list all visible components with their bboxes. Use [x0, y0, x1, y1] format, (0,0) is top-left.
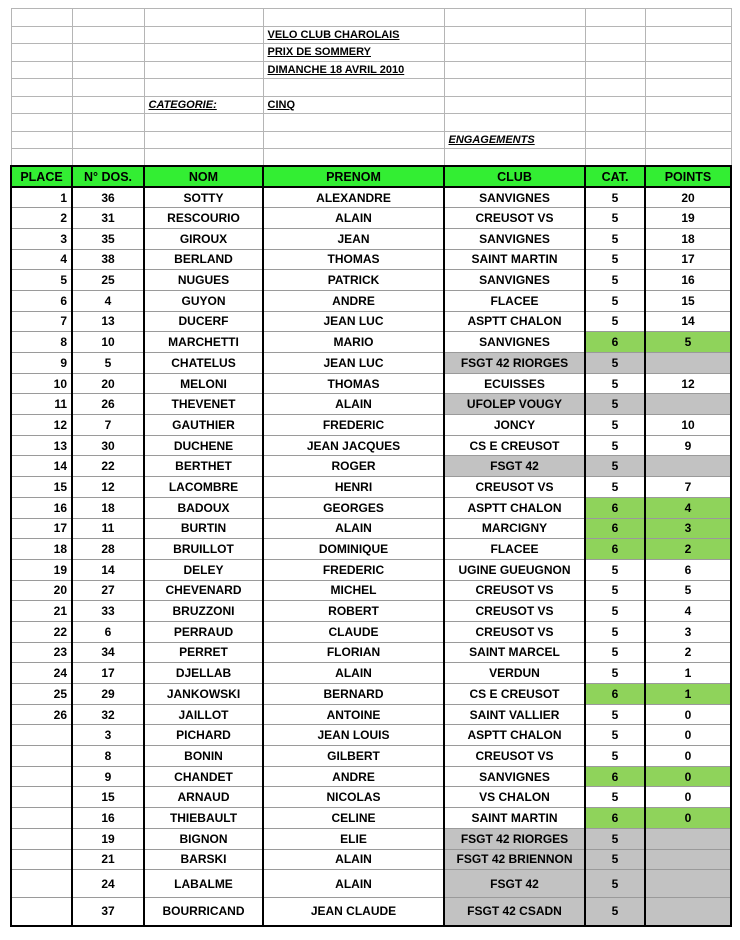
- cell-prenom: CELINE: [263, 808, 444, 829]
- cell-points: 3: [645, 621, 731, 642]
- table-row: [11, 228, 731, 249]
- cell-nom: DUCHENE: [144, 435, 263, 456]
- cell-nom: BURTIN: [144, 518, 263, 539]
- cell-place: 16: [11, 497, 72, 518]
- cell-points: 3: [645, 518, 731, 539]
- cell-nom: PERRAUD: [144, 621, 263, 642]
- cell-points: 0: [645, 704, 731, 725]
- cell-dos: 38: [72, 249, 144, 270]
- cell-cat: 5: [585, 353, 645, 374]
- cell-prenom: THOMAS: [263, 249, 444, 270]
- cell-nom: RESCOURIO: [144, 208, 263, 229]
- cell-prenom: FREDERIC: [263, 559, 444, 580]
- cell-dos: 4: [72, 290, 144, 311]
- table-row: [11, 725, 731, 746]
- cell-place: 9: [11, 353, 72, 374]
- cell-place: [11, 898, 72, 926]
- cell-cat: 6: [585, 539, 645, 560]
- cell-dos: 37: [72, 898, 144, 926]
- cell-club: SAINT VALLIER: [444, 704, 585, 725]
- table-row: [11, 477, 731, 498]
- cell-prenom: MICHEL: [263, 580, 444, 601]
- cell-club: CREUSOT VS: [444, 208, 585, 229]
- cell-dos: 12: [72, 477, 144, 498]
- results-table: [10, 8, 732, 927]
- col-header-place: PLACE: [11, 166, 72, 187]
- table-row: [11, 539, 731, 560]
- cell-prenom: GILBERT: [263, 746, 444, 767]
- cell-prenom: ANTOINE: [263, 704, 444, 725]
- cell-prenom: FREDERIC: [263, 415, 444, 436]
- cell-club: CS E CREUSOT: [444, 684, 585, 705]
- cell-dos: 22: [72, 456, 144, 477]
- cell-cat: 5: [585, 663, 645, 684]
- cell-club: CREUSOT VS: [444, 621, 585, 642]
- table-row: [11, 270, 731, 291]
- cell-nom: CHATELUS: [144, 353, 263, 374]
- cell-points: 2: [645, 642, 731, 663]
- cell-dos: 14: [72, 559, 144, 580]
- cell-cat: 5: [585, 725, 645, 746]
- cell-dos: 8: [72, 746, 144, 767]
- cell-nom: MARCHETTI: [144, 332, 263, 353]
- cell-cat: 5: [585, 621, 645, 642]
- cell-nom: GUYON: [144, 290, 263, 311]
- cell-club: VERDUN: [444, 663, 585, 684]
- cell-dos: 33: [72, 601, 144, 622]
- table-row: [11, 332, 731, 353]
- table-row: [11, 849, 731, 870]
- cell-nom: NUGUES: [144, 270, 263, 291]
- cell-cat: 5: [585, 601, 645, 622]
- cell-prenom: PATRICK: [263, 270, 444, 291]
- cell-nom: MELONI: [144, 373, 263, 394]
- cell-nom: GIROUX: [144, 228, 263, 249]
- cell-points: 15: [645, 290, 731, 311]
- cell-cat: 5: [585, 394, 645, 415]
- category-value: CINQ: [263, 96, 444, 114]
- cell-club: SAINT MARCEL: [444, 642, 585, 663]
- cell-club: FSGT 42 CSADN: [444, 898, 585, 926]
- cell-dos: 17: [72, 663, 144, 684]
- cell-cat: 5: [585, 642, 645, 663]
- table-row: [11, 456, 731, 477]
- cell-cat: 5: [585, 746, 645, 767]
- cell-points: 14: [645, 311, 731, 332]
- cell-club: SANVIGNES: [444, 270, 585, 291]
- cell-nom: LACOMBRE: [144, 477, 263, 498]
- cell-cat: 6: [585, 808, 645, 829]
- cell-cat: 5: [585, 704, 645, 725]
- table-row: [11, 249, 731, 270]
- cell-points: 10: [645, 415, 731, 436]
- cell-points: 2: [645, 539, 731, 560]
- cell-place: [11, 766, 72, 787]
- cell-club: CREUSOT VS: [444, 746, 585, 767]
- cell-dos: 11: [72, 518, 144, 539]
- cell-points: 0: [645, 787, 731, 808]
- col-header-points: POINTS: [645, 166, 731, 187]
- cell-place: [11, 787, 72, 808]
- cell-club: UGINE GUEUGNON: [444, 559, 585, 580]
- cell-place: 22: [11, 621, 72, 642]
- event-name: PRIX DE SOMMERY: [263, 44, 444, 62]
- cell-club: CREUSOT VS: [444, 477, 585, 498]
- cell-club: SANVIGNES: [444, 766, 585, 787]
- cell-place: 10: [11, 373, 72, 394]
- cell-place: 5: [11, 270, 72, 291]
- cell-place: [11, 725, 72, 746]
- cell-cat: 5: [585, 559, 645, 580]
- cell-prenom: JEAN CLAUDE: [263, 898, 444, 926]
- table-row: [11, 828, 731, 849]
- cell-points: 9: [645, 435, 731, 456]
- cell-place: 20: [11, 580, 72, 601]
- cell-nom: CHANDET: [144, 766, 263, 787]
- cell-prenom: CLAUDE: [263, 621, 444, 642]
- cell-nom: BRUILLOT: [144, 539, 263, 560]
- cell-points: 5: [645, 332, 731, 353]
- cell-place: [11, 870, 72, 898]
- cell-nom: CHEVENARD: [144, 580, 263, 601]
- cell-prenom: ALAIN: [263, 663, 444, 684]
- cell-club: ASPTT CHALON: [444, 497, 585, 518]
- table-row: [11, 373, 731, 394]
- table-row: [11, 353, 731, 374]
- cell-place: 24: [11, 663, 72, 684]
- cell-nom: JAILLOT: [144, 704, 263, 725]
- cell-points: 12: [645, 373, 731, 394]
- cell-dos: 20: [72, 373, 144, 394]
- table-row: [11, 518, 731, 539]
- table-row: [11, 290, 731, 311]
- cell-dos: 27: [72, 580, 144, 601]
- cell-prenom: ANDRE: [263, 766, 444, 787]
- cell-dos: 35: [72, 228, 144, 249]
- cell-prenom: JEAN LUC: [263, 311, 444, 332]
- cell-dos: 10: [72, 332, 144, 353]
- cell-cat: 5: [585, 456, 645, 477]
- cell-points: 0: [645, 808, 731, 829]
- cell-points: [645, 898, 731, 926]
- table-row: [11, 704, 731, 725]
- table-row: [11, 208, 731, 229]
- table-row: [11, 601, 731, 622]
- column-header-row: [11, 166, 731, 187]
- cell-cat: 6: [585, 684, 645, 705]
- cell-dos: 25: [72, 270, 144, 291]
- cell-points: [645, 828, 731, 849]
- cell-place: 26: [11, 704, 72, 725]
- cell-nom: PERRET: [144, 642, 263, 663]
- cell-points: 19: [645, 208, 731, 229]
- table-row: [11, 766, 731, 787]
- cell-place: 7: [11, 311, 72, 332]
- table-row: [11, 497, 731, 518]
- cell-place: 18: [11, 539, 72, 560]
- cell-cat: 6: [585, 518, 645, 539]
- table-row: [11, 684, 731, 705]
- cell-club: FSGT 42 RIORGES: [444, 353, 585, 374]
- cell-points: [645, 394, 731, 415]
- cell-place: 11: [11, 394, 72, 415]
- cell-nom: THIEBAULT: [144, 808, 263, 829]
- cell-club: UFOLEP VOUGY: [444, 394, 585, 415]
- cell-dos: 24: [72, 870, 144, 898]
- cell-dos: 6: [72, 621, 144, 642]
- spreadsheet: [10, 8, 730, 927]
- cell-points: [645, 849, 731, 870]
- cell-prenom: HENRI: [263, 477, 444, 498]
- cell-cat: 5: [585, 898, 645, 926]
- cell-prenom: JEAN LOUIS: [263, 725, 444, 746]
- cell-club: CS E CREUSOT: [444, 435, 585, 456]
- col-header-cat: CAT.: [585, 166, 645, 187]
- cell-dos: 9: [72, 766, 144, 787]
- cell-club: ASPTT CHALON: [444, 725, 585, 746]
- cell-place: [11, 849, 72, 870]
- cell-place: 15: [11, 477, 72, 498]
- cell-points: [645, 870, 731, 898]
- cell-dos: 21: [72, 849, 144, 870]
- col-header-nom: NOM: [144, 166, 263, 187]
- cell-points: 0: [645, 746, 731, 767]
- cell-club: FLACEE: [444, 290, 585, 311]
- cell-place: 8: [11, 332, 72, 353]
- cell-nom: JANKOWSKI: [144, 684, 263, 705]
- cell-nom: DUCERF: [144, 311, 263, 332]
- cell-dos: 28: [72, 539, 144, 560]
- cell-nom: GAUTHIER: [144, 415, 263, 436]
- cell-prenom: ALAIN: [263, 518, 444, 539]
- cell-prenom: ELIE: [263, 828, 444, 849]
- cell-prenom: ALAIN: [263, 849, 444, 870]
- table-row: [11, 808, 731, 829]
- cell-prenom: GEORGES: [263, 497, 444, 518]
- table-row: [11, 415, 731, 436]
- club-title: VELO CLUB CHAROLAIS: [263, 26, 444, 44]
- cell-prenom: BERNARD: [263, 684, 444, 705]
- cell-cat: 5: [585, 187, 645, 208]
- cell-nom: DELEY: [144, 559, 263, 580]
- table-row: [11, 394, 731, 415]
- cell-points: 4: [645, 497, 731, 518]
- cell-place: [11, 828, 72, 849]
- cell-points: [645, 456, 731, 477]
- cell-dos: 3: [72, 725, 144, 746]
- cell-prenom: ALAIN: [263, 208, 444, 229]
- table-row: [11, 787, 731, 808]
- cell-club: ASPTT CHALON: [444, 311, 585, 332]
- table-row: [11, 621, 731, 642]
- cell-nom: THEVENET: [144, 394, 263, 415]
- cell-cat: 6: [585, 497, 645, 518]
- cell-dos: 5: [72, 353, 144, 374]
- table-row: [11, 559, 731, 580]
- cell-nom: BOURRICAND: [144, 898, 263, 926]
- cell-club: MARCIGNY: [444, 518, 585, 539]
- cell-place: 25: [11, 684, 72, 705]
- cell-nom: BARSKI: [144, 849, 263, 870]
- cell-place: 23: [11, 642, 72, 663]
- cell-points: 0: [645, 725, 731, 746]
- cell-cat: 5: [585, 249, 645, 270]
- cell-dos: 13: [72, 311, 144, 332]
- cell-cat: 5: [585, 870, 645, 898]
- cell-club: SANVIGNES: [444, 228, 585, 249]
- cell-dos: 15: [72, 787, 144, 808]
- table-row: [11, 746, 731, 767]
- cell-prenom: FLORIAN: [263, 642, 444, 663]
- cell-dos: 7: [72, 415, 144, 436]
- cell-dos: 36: [72, 187, 144, 208]
- cell-points: 18: [645, 228, 731, 249]
- cell-club: FSGT 42: [444, 456, 585, 477]
- cell-place: 13: [11, 435, 72, 456]
- results-body: [11, 187, 731, 926]
- table-row: [11, 663, 731, 684]
- cell-place: 17: [11, 518, 72, 539]
- cell-prenom: ALEXANDRE: [263, 187, 444, 208]
- cell-nom: BERLAND: [144, 249, 263, 270]
- cell-place: 2: [11, 208, 72, 229]
- cell-cat: 5: [585, 373, 645, 394]
- cell-cat: 5: [585, 477, 645, 498]
- table-row: [11, 642, 731, 663]
- cell-cat: 5: [585, 208, 645, 229]
- cell-prenom: JEAN JACQUES: [263, 435, 444, 456]
- cell-prenom: JEAN LUC: [263, 353, 444, 374]
- cell-dos: 16: [72, 808, 144, 829]
- cell-points: 5: [645, 580, 731, 601]
- cell-place: 14: [11, 456, 72, 477]
- cell-nom: DJELLAB: [144, 663, 263, 684]
- cell-club: FLACEE: [444, 539, 585, 560]
- cell-club: CREUSOT VS: [444, 580, 585, 601]
- cell-cat: 5: [585, 580, 645, 601]
- event-date: DIMANCHE 18 AVRIL 2010: [263, 61, 444, 79]
- cell-place: 1: [11, 187, 72, 208]
- engagements-label: ENGAGEMENTS: [444, 131, 585, 149]
- cell-points: 16: [645, 270, 731, 291]
- cell-nom: BONIN: [144, 746, 263, 767]
- cell-place: [11, 808, 72, 829]
- cell-place: 21: [11, 601, 72, 622]
- cell-club: ECUISSES: [444, 373, 585, 394]
- cell-place: [11, 746, 72, 767]
- cell-dos: 32: [72, 704, 144, 725]
- cell-points: 17: [645, 249, 731, 270]
- cell-nom: LABALME: [144, 870, 263, 898]
- cell-cat: 6: [585, 332, 645, 353]
- table-row: [11, 187, 731, 208]
- cell-prenom: THOMAS: [263, 373, 444, 394]
- cell-prenom: MARIO: [263, 332, 444, 353]
- cell-points: 6: [645, 559, 731, 580]
- category-label: CATEGORIE:: [144, 96, 263, 114]
- cell-place: 6: [11, 290, 72, 311]
- cell-prenom: NICOLAS: [263, 787, 444, 808]
- cell-prenom: DOMINIQUE: [263, 539, 444, 560]
- cell-dos: 30: [72, 435, 144, 456]
- cell-dos: 19: [72, 828, 144, 849]
- cell-nom: PICHARD: [144, 725, 263, 746]
- header-block: [11, 9, 731, 167]
- cell-nom: ARNAUD: [144, 787, 263, 808]
- cell-points: 0: [645, 766, 731, 787]
- cell-nom: BIGNON: [144, 828, 263, 849]
- cell-place: 19: [11, 559, 72, 580]
- col-header-dos: N° DOS.: [72, 166, 144, 187]
- cell-dos: 31: [72, 208, 144, 229]
- cell-club: FSGT 42 BRIENNON: [444, 849, 585, 870]
- cell-place: 12: [11, 415, 72, 436]
- cell-points: 7: [645, 477, 731, 498]
- cell-cat: 5: [585, 849, 645, 870]
- cell-club: SAINT MARTIN: [444, 249, 585, 270]
- col-header-prenom: PRENOM: [263, 166, 444, 187]
- cell-club: CREUSOT VS: [444, 601, 585, 622]
- cell-cat: 5: [585, 787, 645, 808]
- cell-prenom: JEAN: [263, 228, 444, 249]
- cell-club: FSGT 42: [444, 870, 585, 898]
- cell-prenom: ROGER: [263, 456, 444, 477]
- cell-club: JONCY: [444, 415, 585, 436]
- cell-nom: SOTTY: [144, 187, 263, 208]
- cell-cat: 5: [585, 290, 645, 311]
- cell-prenom: ALAIN: [263, 394, 444, 415]
- cell-points: 4: [645, 601, 731, 622]
- cell-cat: 5: [585, 311, 645, 332]
- cell-club: FSGT 42 RIORGES: [444, 828, 585, 849]
- cell-points: 1: [645, 663, 731, 684]
- cell-dos: 29: [72, 684, 144, 705]
- cell-nom: BRUZZONI: [144, 601, 263, 622]
- cell-prenom: ROBERT: [263, 601, 444, 622]
- table-row: [11, 870, 731, 898]
- cell-club: SAINT MARTIN: [444, 808, 585, 829]
- table-row: [11, 580, 731, 601]
- cell-cat: 5: [585, 270, 645, 291]
- cell-dos: 26: [72, 394, 144, 415]
- cell-cat: 5: [585, 228, 645, 249]
- table-row: [11, 435, 731, 456]
- cell-dos: 18: [72, 497, 144, 518]
- cell-cat: 5: [585, 435, 645, 456]
- cell-points: 1: [645, 684, 731, 705]
- cell-club: SANVIGNES: [444, 187, 585, 208]
- cell-points: [645, 353, 731, 374]
- cell-club: SANVIGNES: [444, 332, 585, 353]
- cell-cat: 5: [585, 828, 645, 849]
- col-header-club: CLUB: [444, 166, 585, 187]
- cell-dos: 34: [72, 642, 144, 663]
- table-row: [11, 311, 731, 332]
- cell-prenom: ALAIN: [263, 870, 444, 898]
- cell-place: 4: [11, 249, 72, 270]
- cell-nom: BADOUX: [144, 497, 263, 518]
- cell-prenom: ANDRE: [263, 290, 444, 311]
- cell-place: 3: [11, 228, 72, 249]
- table-row: [11, 898, 731, 926]
- cell-club: VS CHALON: [444, 787, 585, 808]
- cell-points: 20: [645, 187, 731, 208]
- cell-nom: BERTHET: [144, 456, 263, 477]
- cell-cat: 5: [585, 415, 645, 436]
- cell-cat: 6: [585, 766, 645, 787]
